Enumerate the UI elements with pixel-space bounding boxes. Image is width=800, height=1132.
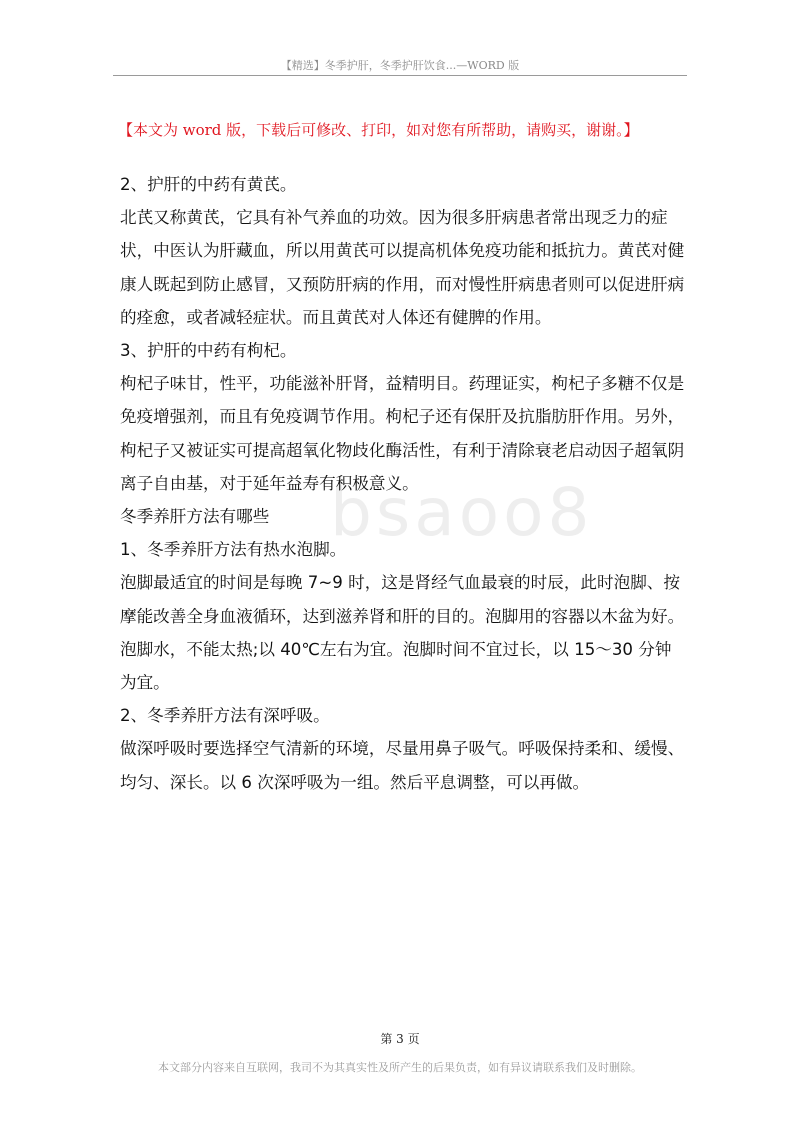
footer-disclaimer: 本文部分内容来自互联网，我司不为其真实性及所产生的后果负责，如有异议请联系我们及时删除。 — [158, 1061, 642, 1074]
page-header-title: 【精选】冬季护肝，冬季护肝饮食...—WORD 版 — [280, 59, 520, 72]
document-body — [120, 168, 688, 799]
paragraph-foot-soak: 泡脚最适宜的时间是每晚 7~9 时，这是肾经气血最衰的时辰，此时泡脚、按摩能改善全身血液循环，达到滋养肾和肝的目的。泡脚用的容器以木盆为好。泡脚水，不能太热;以 40℃左右为宜。泡脚时间不宜过长，以 15～30 分钟为宜。 — [120, 573, 685, 693]
header-divider — [113, 75, 687, 76]
download-notice: 【本文为 word 版，下载后可修改、打印，如对您有所帮助，请购买，谢谢。】 — [118, 121, 639, 139]
section-title-winter-liver-care: 冬季养肝方法有哪些 — [120, 507, 270, 527]
paragraph-deep-breathing: 做深呼吸时要选择空气清新的环境，尽量用鼻子吸气。呼吸保持柔和、缓慢、均匀、深长。以 6 次深呼吸为一组。然后平息调整，可以再做。 — [120, 739, 685, 792]
heading-huangqi: 2、护肝的中药有黄芪。 — [120, 175, 297, 194]
paragraph-gouqi: 枸杞子味甘，性平，功能滋补肝肾，益精明目。药理证实，枸杞子多糖不仅是免疫增强剂，而且有免疫调节作用。枸杞子还有保肝及抗脂肪肝作用。另外，枸杞子又被证实可提高超氧化物歧化酶活性，有利于清除衰老启动因子超氧阴离子自由基，对于延年益寿有积极意义。 — [120, 374, 685, 493]
paragraph-huangqi: 北芪又称黄芪，它具有补气养血的功效。因为很多肝病患者常出现乏力的症状，中医认为肝藏血，所以用黄芪可以提高机体免疫功能和抵抗力。黄芪对健康人既起到防止感冒，又预防肝病的作用，而对慢性肝病患者则可以促进肝病的痊愈，或者减轻症状。而且黄芪对人体还有健脾的作用。 — [120, 208, 685, 327]
page-number: 第 3 页 — [380, 1032, 420, 1046]
heading-deep-breathing: 2、冬季养肝方法有深呼吸。 — [120, 706, 330, 726]
heading-foot-soak: 1、冬季养肝方法有热水泡脚。 — [120, 540, 347, 560]
heading-gouqi: 3、护肝的中药有枸杞。 — [120, 341, 297, 361]
watermark-text: bsaoo8 — [330, 474, 594, 551]
